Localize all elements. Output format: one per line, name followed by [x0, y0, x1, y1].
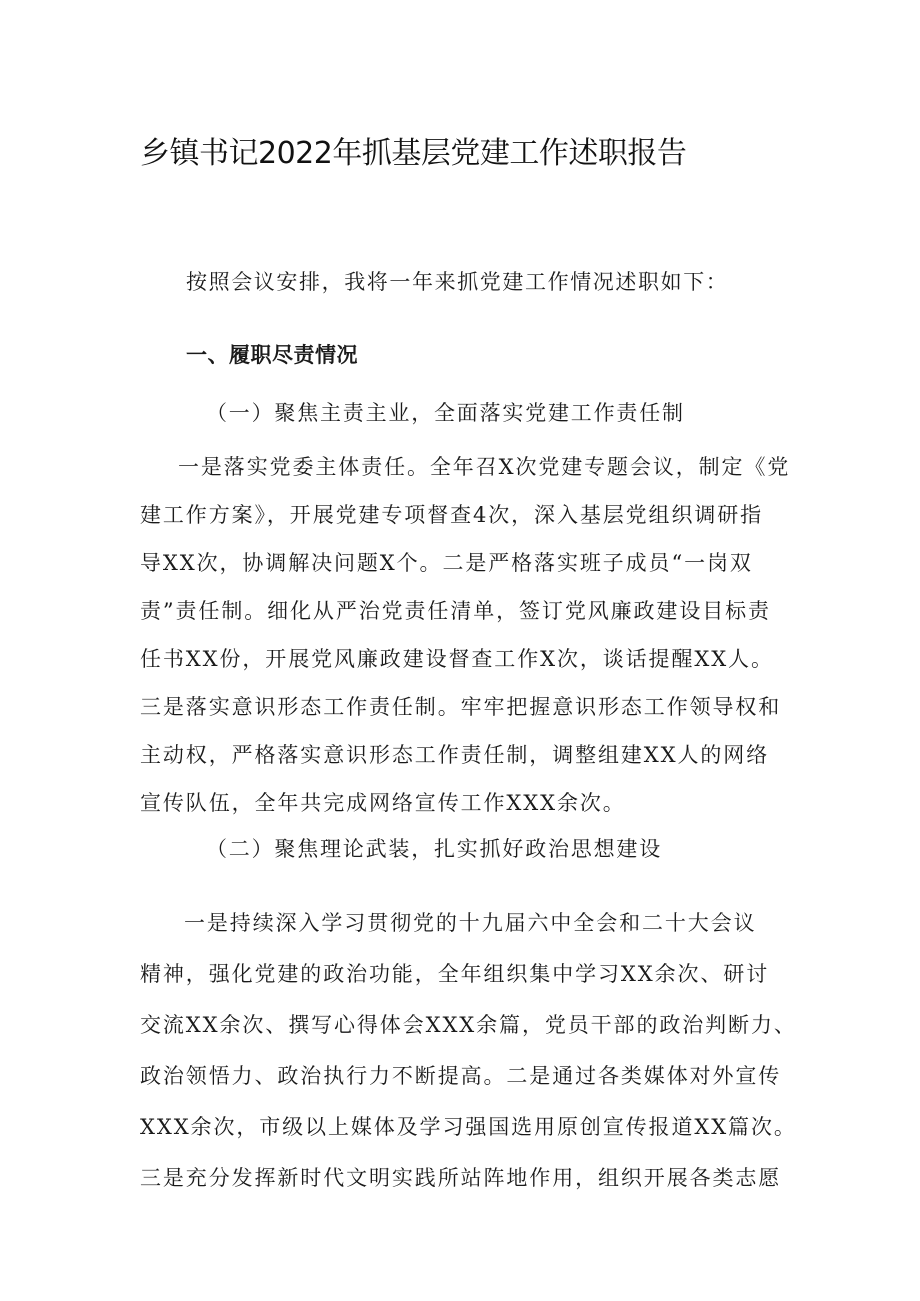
document-title: 乡镇书记2022年抓基层党建工作述职报告 — [140, 136, 687, 171]
paragraph-line: 三是落实意识形态工作责任制。牢牢把握意识形态工作领导权和 — [140, 695, 782, 719]
subsection-heading-1: （一）聚焦主责主业，全面落实党建工作责任制 — [206, 401, 685, 425]
subsection-heading-2: （二）聚焦理论武装，扎实抓好政治思想建设 — [206, 837, 662, 861]
subsection-1-paragraph — [140, 443, 800, 827]
paragraph-line: 交流XX余次、撰写心得体会XXX余篇，党员干部的政治判断力、 — [140, 1013, 797, 1037]
intro-paragraph: 按照会议安排，我将一年来抓党建工作情况述职如下： — [186, 270, 729, 294]
paragraph-line: 一是持续深入学习贯彻党的十九届六中全会和二十大会议 — [184, 911, 757, 935]
paragraph-line: 一是落实党委主体责任。全年召X次党建专题会议，制定《党 — [178, 455, 791, 479]
paragraph-line: 任书XX份，开展党风廉政建设督查工作X次，谈话提醒XX人。 — [140, 647, 774, 671]
paragraph-line: 宣传队伍，全年共完成网络宣传工作XXX余次。 — [140, 791, 626, 815]
subsection-2-paragraph — [140, 898, 800, 1204]
paragraph-line: 三是充分发挥新时代文明实践所站阵地作用，组织开展各类志愿 — [140, 1166, 782, 1190]
paragraph-line: 导XX次，协调解决问题X个。二是严格落实班子成员“一岗双 — [140, 551, 753, 575]
paragraph-line: 责”责任制。细化从严治党责任清单，签订党风廉政建设目标责 — [140, 599, 771, 623]
paragraph-line: 政治领悟力、政治执行力不断提高。二是通过各类媒体对外宣传 — [140, 1064, 782, 1088]
section-heading-1: 一、履职尽责情况 — [186, 343, 358, 367]
paragraph-line: 建工作方案》，开展党建专项督查4次，深入基层党组织调研指 — [140, 503, 764, 527]
paragraph-line: 精神，强化党建的政治功能，全年组织集中学习XX余次、研讨 — [140, 962, 770, 986]
paragraph-line: XXX余次，市级以上媒体及学习强国选用原创宣传报道XX篇次。 — [140, 1115, 797, 1139]
paragraph-line: 主动权，严格落实意识形态工作责任制，调整组建XX人的网络 — [140, 743, 770, 767]
